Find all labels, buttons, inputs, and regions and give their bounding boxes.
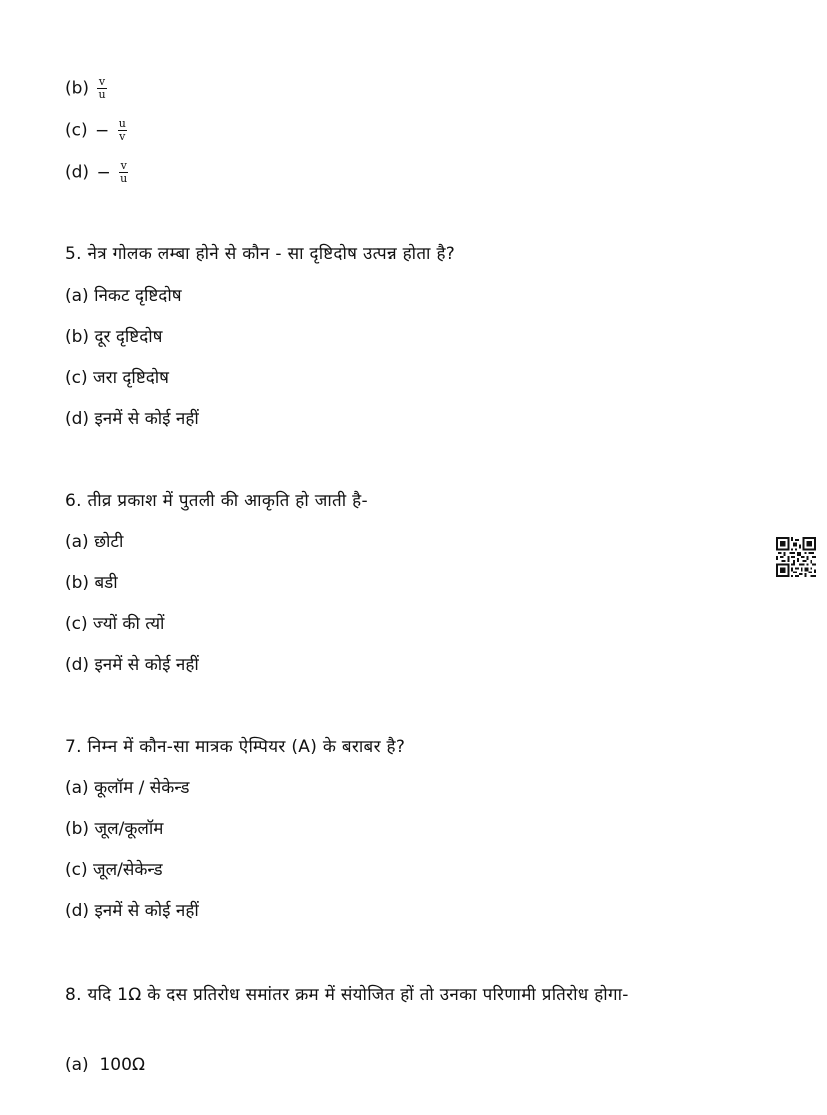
q6-option-c: (c) ज्यों की त्यों — [65, 614, 165, 634]
question-8: 8. यदि 1Ω के दस प्रतिरोध समांतर क्रम में संयोजित हों तो उनका परिणामी प्रतिरोध होगा- — [65, 985, 629, 1005]
option-d-fraction — [65, 160, 128, 185]
q5-option-a: (a) निकट दृष्टिदोष — [65, 286, 182, 306]
fraction-denominator: u — [98, 88, 106, 101]
qr-code-icon — [776, 537, 816, 577]
q5-option-c: (c) जरा दृष्टिदोष — [65, 368, 170, 388]
fraction — [118, 118, 127, 143]
option-b-fraction — [65, 76, 107, 101]
fraction-numerator: v — [98, 75, 106, 88]
option-label: (d) — [65, 162, 90, 183]
q7-option-a: (a) कूलॉम / सेकेन्ड — [65, 778, 190, 798]
q7-option-d: (d) इनमें से कोई नहीं — [65, 901, 199, 921]
minus-sign: − — [95, 120, 110, 141]
option-c-fraction — [65, 118, 127, 143]
question-6: 6. तीव्र प्रकाश में पुतली की आकृति हो जाती है- — [65, 491, 368, 511]
q7-option-b: (b) जूल/कूलॉम — [65, 819, 164, 839]
fraction-denominator: u — [120, 172, 128, 185]
q8-option-a: (a) 100Ω — [65, 1055, 145, 1075]
fraction — [119, 160, 128, 185]
fraction-numerator: v — [120, 159, 127, 172]
q6-option-d: (d) इनमें से कोई नहीं — [65, 655, 199, 675]
fraction-denominator: v — [119, 130, 126, 143]
q5-option-b: (b) दूर दृष्टिदोष — [65, 327, 163, 347]
question-5: 5. नेत्र गोलक लम्बा होने से कौन - सा दृष्टिदोष उत्पन्न होता है? — [65, 244, 456, 264]
q5-option-d: (d) इनमें से कोई नहीं — [65, 409, 199, 429]
question-7: 7. निम्न में कौन-सा मात्रक ऐम्पियर (A) के बराबर है? — [65, 737, 406, 757]
minus-sign: − — [96, 162, 111, 183]
option-label: (b) — [65, 78, 90, 99]
fraction — [97, 76, 106, 101]
q6-option-a: (a) छोटी — [65, 532, 124, 552]
option-label: (c) — [65, 120, 88, 141]
fraction-numerator: u — [118, 117, 126, 130]
q7-option-c: (c) जूल/सेकेन्ड — [65, 860, 163, 880]
q6-option-b: (b) बडी — [65, 573, 118, 593]
